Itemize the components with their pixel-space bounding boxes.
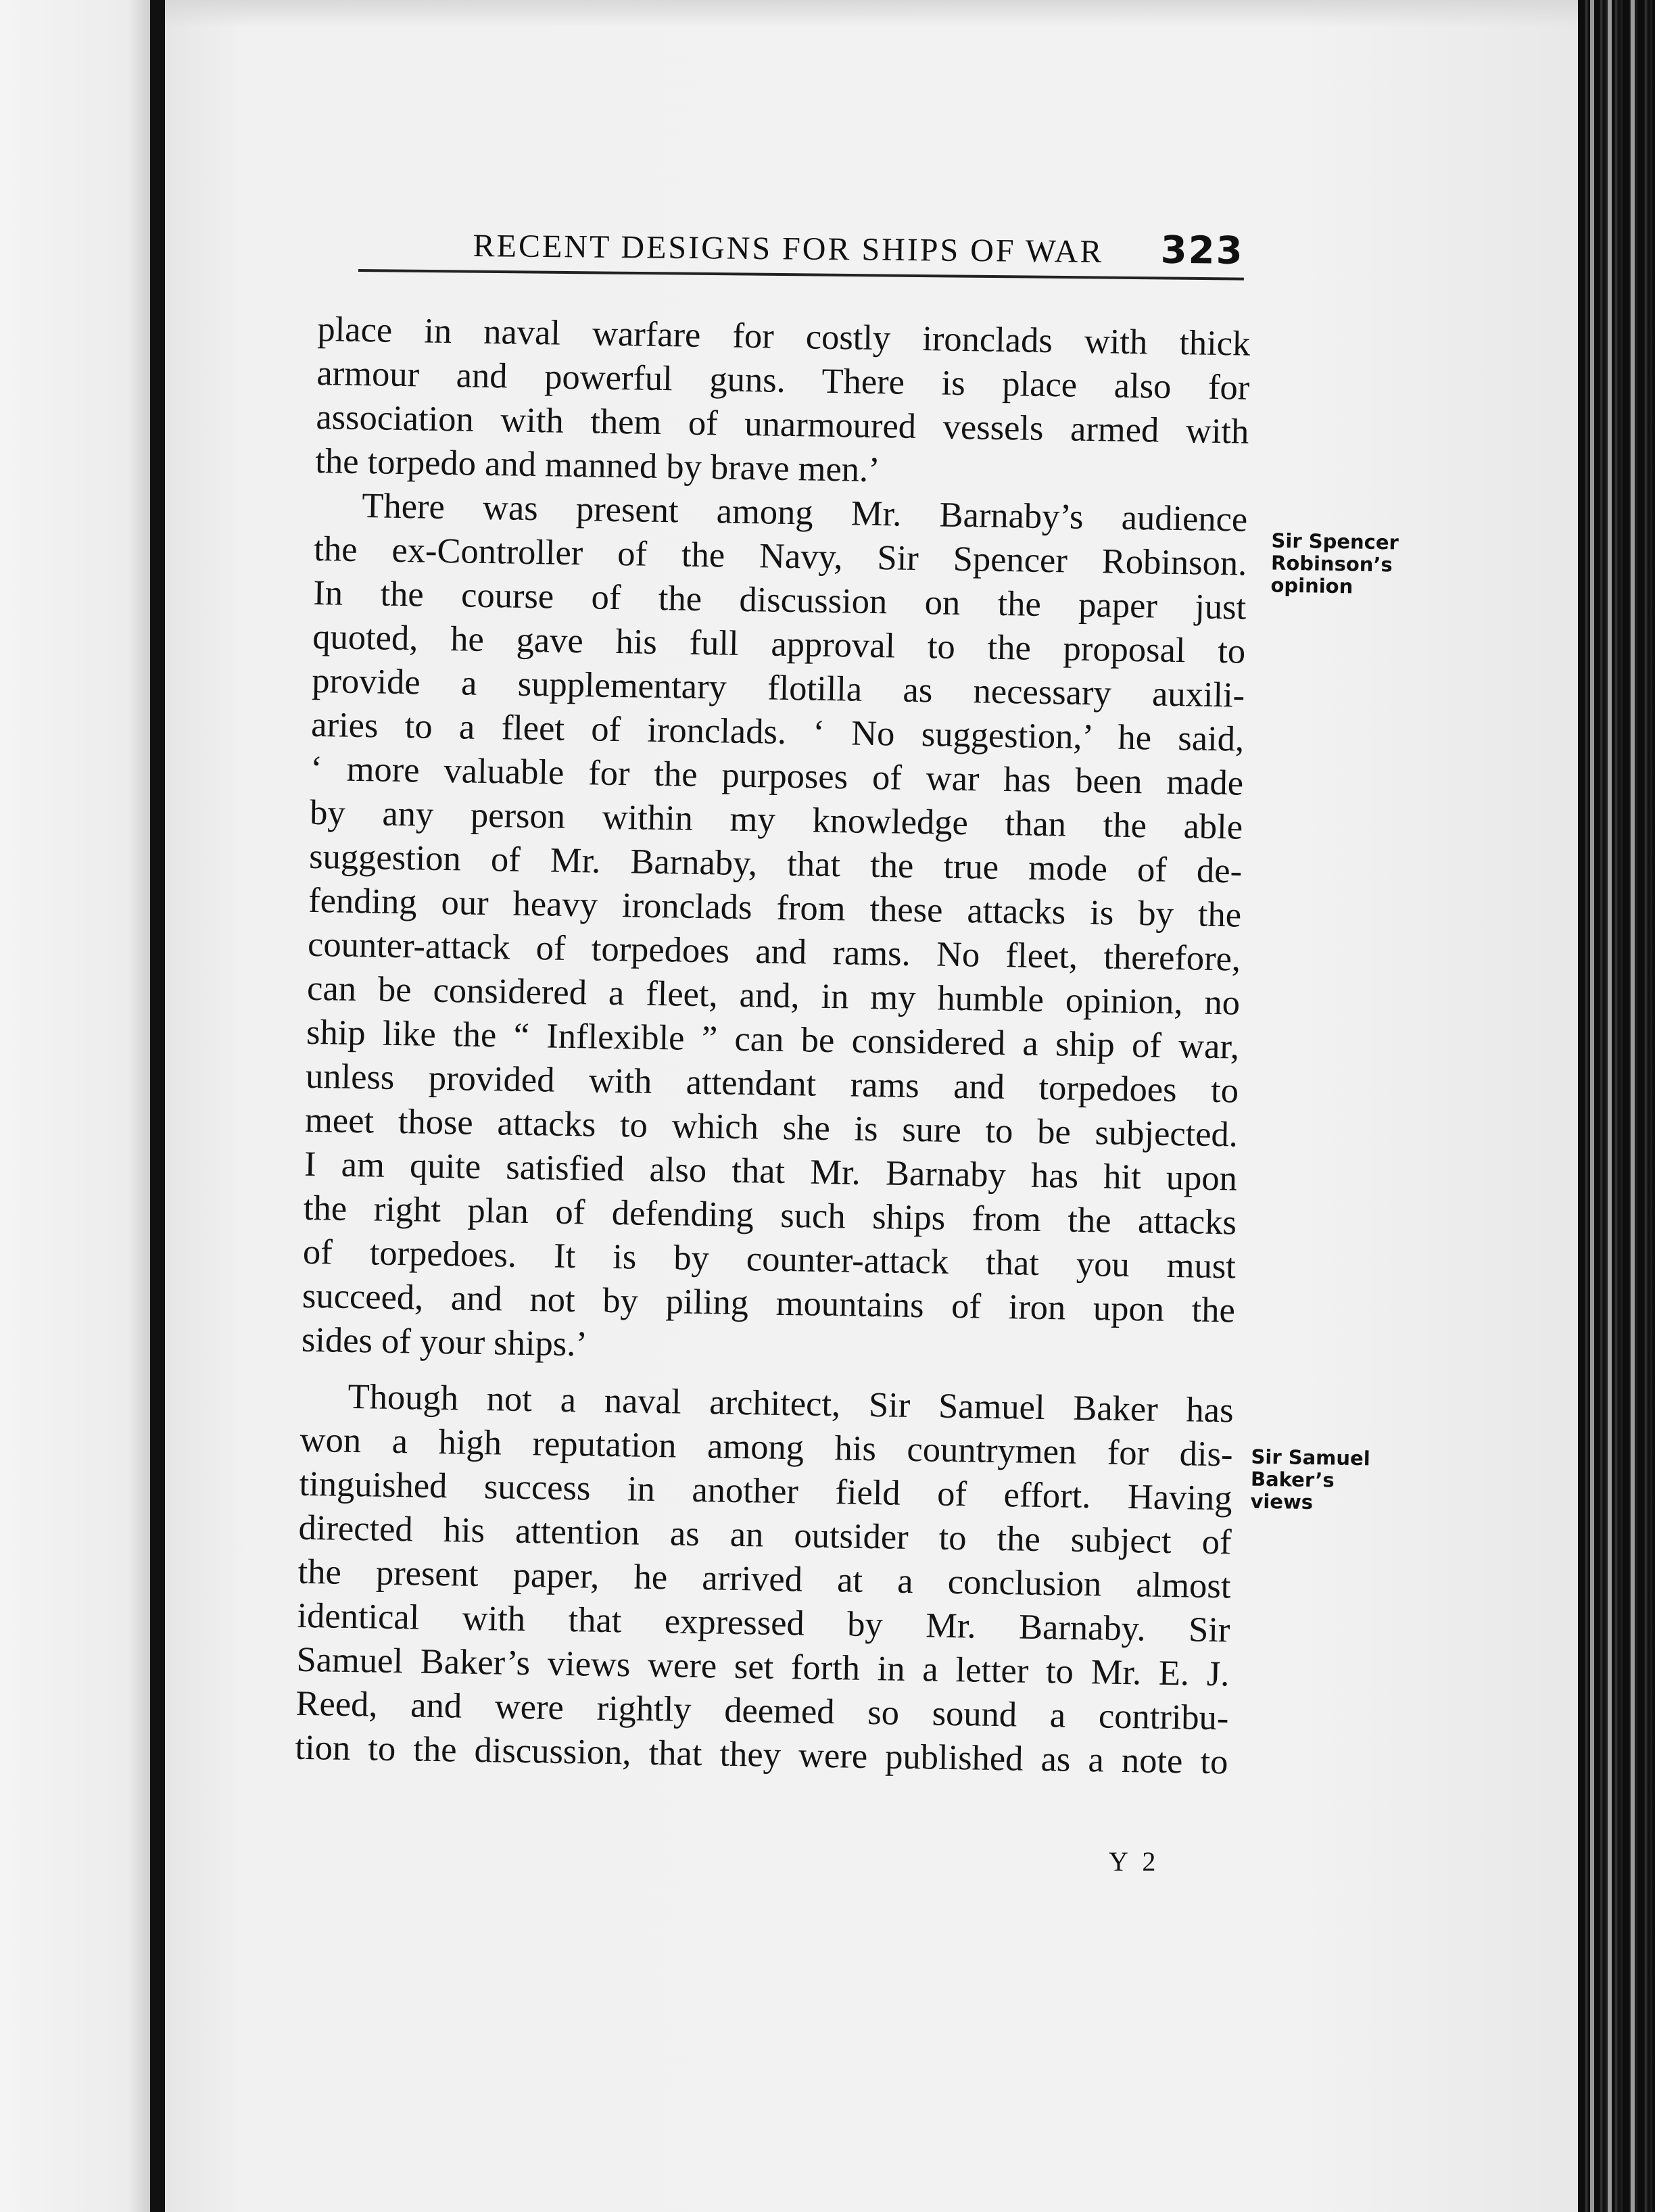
paragraph-start: There was present among Mr. Barnaby’s audience: [361, 486, 1248, 539]
text-line: the ex-Controller of the Navy, Sir Spencer Robinson.: [313, 529, 1247, 583]
text-line: ship like the “ Inflexible ” can be considered a ship of war,: [306, 1012, 1240, 1067]
text-line: aries to a fleet of ironclads. ‘ No suggestion,’ he said,: [310, 704, 1245, 759]
text-line: place in naval warfare for costly ironclads with thick: [317, 309, 1251, 364]
sidenote-line: views: [1250, 1489, 1314, 1514]
text-line: the present paper, he arrived at a conclusion almost: [297, 1552, 1231, 1606]
sidenote-spencer-robinson: [1270, 530, 1399, 599]
sidenote-line: Sir Spencer: [1271, 529, 1399, 554]
left-page: [0, 0, 150, 2212]
page-number: 323: [1160, 228, 1244, 273]
text-line: suggestion of Mr. Barnaby, that the true mode of de-: [308, 836, 1243, 891]
text-line: counter-attack of torpedoes and rams. No fleet, therefore,: [307, 924, 1241, 979]
text-line: the right plan of defending such ships from the attacks: [303, 1188, 1237, 1243]
text-line: identical with that expressed by Mr. Barnaby. Sir: [297, 1595, 1230, 1650]
text-line: tinguished success in another field of effort. Having: [299, 1464, 1232, 1518]
text-line: tion to the discussion, that they were published as a note to: [295, 1727, 1228, 1782]
text-line: In the course of the discussion on the paper just: [312, 573, 1247, 627]
text-line: sides of your ships.’: [301, 1320, 588, 1364]
text-line: Reed, and were rightly deemed so sound a contribu-: [295, 1683, 1229, 1738]
sidenote-samuel-baker: [1250, 1446, 1370, 1515]
page-gutter: [150, 0, 165, 2212]
text-line: meet those attacks to which she is sure to be subjected.: [304, 1100, 1239, 1155]
running-title: RECENT DESIGNS FOR SHIPS OF WAR: [473, 227, 1104, 270]
text-line: of torpedoes. It is by counter-attack that you must: [302, 1232, 1237, 1287]
sidenote-line: Baker’s: [1250, 1467, 1335, 1492]
edge-highlight: [1590, 0, 1594, 2212]
sidenote-line: Robinson’s: [1270, 551, 1393, 577]
edge-highlight: [1608, 0, 1612, 2212]
text-line: provide a supplementary flotilla as necessary auxili-: [311, 660, 1245, 715]
text-line: Samuel Baker’s views were set forth in a letter to Mr. E. J.: [296, 1639, 1230, 1694]
text-line: can be considered a fleet, and, in my humble opinion, no: [306, 968, 1241, 1023]
text-line: ‘ more valuable for the purposes of war has been made: [310, 748, 1244, 803]
text-line: association with them of unarmoured vessels armed with: [315, 397, 1249, 452]
text-line: unless provided with attendant rams and torpedoes to: [305, 1056, 1239, 1111]
text-line: by any person within my knowledge than the able: [309, 792, 1243, 847]
paragraph-start: Though not a naval architect, Sir Samuel Baker has: [347, 1376, 1234, 1430]
text-line: won a high reputation among his countrymen for dis-: [299, 1420, 1233, 1474]
signature-mark: Y 2: [1109, 1846, 1160, 1877]
book-edge: [1578, 0, 1655, 2212]
edge-highlight: [1631, 0, 1635, 2212]
text-line: directed his attention as an outsider to the subject of: [298, 1508, 1232, 1562]
text-line: fending our heavy ironclads from these attacks is by the: [308, 880, 1242, 935]
text-line: I am quite satisfied also that Mr. Barnaby has hit upon: [304, 1144, 1238, 1199]
sidenote-line: opinion: [1270, 573, 1353, 598]
sidenote-line: Sir Samuel: [1251, 1445, 1370, 1470]
text-line: the torpedo and manned by brave men.’: [314, 441, 881, 490]
page-top-shadow: [165, 0, 1578, 27]
text-line: quoted, he gave his full approval to the proposal to: [312, 617, 1246, 671]
text-line: succeed, and not by piling mountains of iron upon the: [302, 1276, 1236, 1330]
text-line: armour and powerful guns. There is place also for: [316, 353, 1250, 408]
body-text: [295, 308, 1251, 1784]
